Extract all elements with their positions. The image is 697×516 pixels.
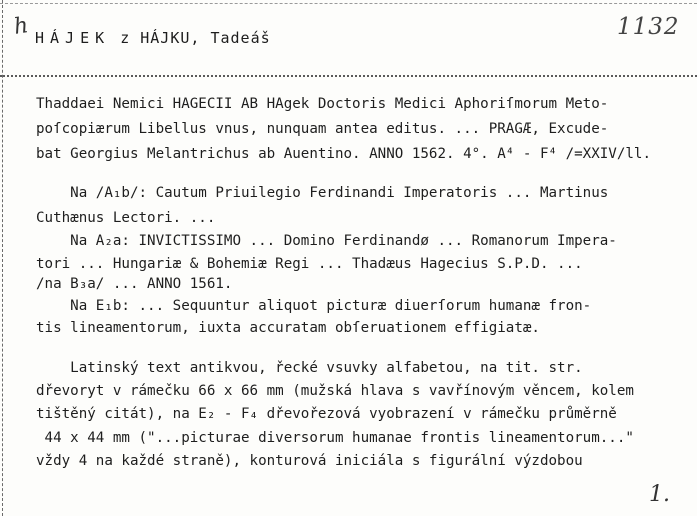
collation-line-1: Na /A₁b/: Cautum Priuilegio Ferdinandi Imperatoris ... Martinus [36,185,609,201]
title-line-2: poſcopiærum Libellus vnus, nunquam antea editus. ... PRAGÆ, Excude- [36,121,609,137]
description-line-2: dřevoryt v rámečku 66 x 66 mm (mužská hlava s vavřínovým věncem, kolem [36,383,634,399]
collation-line-5: /na B₃a/ ... ANNO 1561. [36,276,233,292]
collation-line-7: tis lineamentorum, iuxta accuratam obſeruationem effigiatæ. [36,320,540,336]
card-left-edge [2,0,3,516]
handwritten-margin-mark: h [12,13,30,40]
heading-surname: HÁJEK [35,29,111,47]
title-line-3: bat Georgius Melantrichus ab Auentino. ANNO 1562. 4°. A⁴ - F⁴ /=XXIV/ll. [36,146,651,162]
heading-separator [0,75,697,77]
handwritten-footer-mark: 1. [649,482,670,507]
description-line-4: 44 x 44 mm ("...picturae diversorum humanae frontis lineamentorum..." [36,430,634,446]
collation-line-6: Na E₁b: ... Sequuntur aliquot picturæ diuerſorum humanæ fron- [36,298,592,314]
collation-line-3: Na A₂a: INVICTISSIMO ... Domino Ferdinandø ... Romanorum Impera- [36,233,617,249]
collation-line-4: tori ... Hungariæ & Bohemiæ Regi ... Thadæus Hagecius S.P.D. ... [36,256,583,272]
description-line-3: tištěný citát), na E₂ - F₄ dřevořezová vyobrazení v rámečku průměrně [36,406,617,422]
collation-line-2: Cuthænus Lectori. ... [36,210,216,226]
description-line-5: vždy 4 na každé straně), konturová iniciála s figurální výzdobou [36,453,583,469]
handwritten-reference-number: 1132 [617,14,680,40]
description-line-1: Latinský text antikvou, řecké vsuvky alfabetou, na tit. str. [36,360,583,376]
title-line-1: Thaddaei Nemici HAGECII AB HAgek Doctoris Medici Aphoriſmorum Meto- [36,96,609,112]
card-top-edge [0,3,697,4]
heading-place: HÁJKU, Tadeáš [140,29,271,47]
card-heading [35,29,271,47]
heading-connector: z [120,29,131,47]
